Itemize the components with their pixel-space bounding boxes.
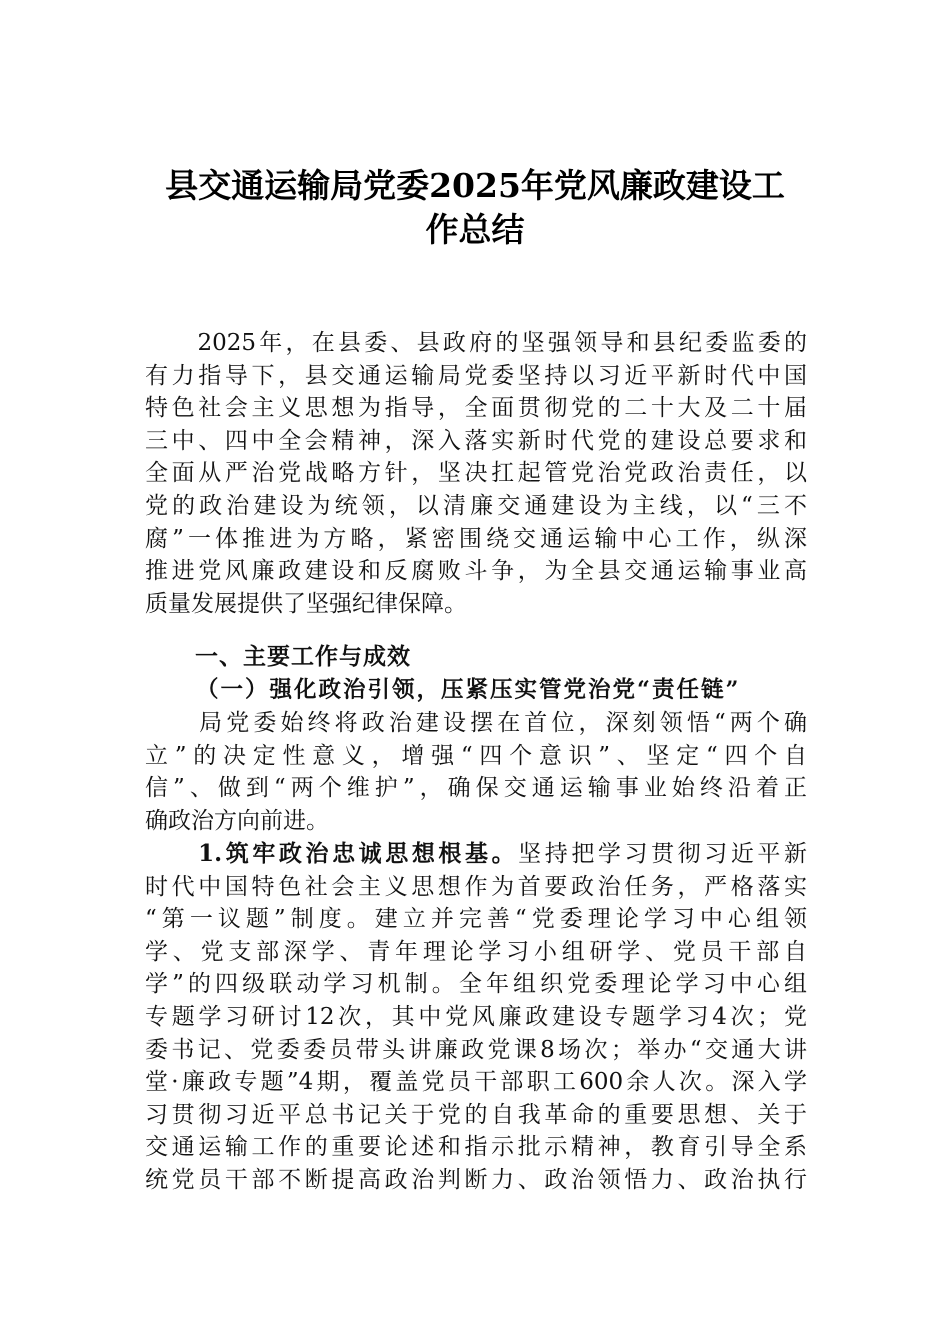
intro-line: 腐”一体推进为方略，紧密围绕交通运输中心工作，纵深: [145, 525, 807, 552]
intro-line: 2025年，在县委、县政府的坚强领导和县纪委监委的: [145, 330, 807, 356]
intro-line: 质量发展提供了坚强纪律保障。: [145, 590, 467, 617]
paragraph-line: 立”的决定性意义，增强“四个意识”、坚定“四个自: [145, 742, 807, 769]
paragraph-line: 交通运输工作的重要论述和指示批示精神，教育引导全系: [145, 1134, 807, 1161]
subsection-heading-1: （一）强化政治引领，压紧压实管党治党“责任链”: [196, 677, 741, 703]
intro-line: 党的政治建设为统领，以清廉交通建设为主线，以“三不: [145, 492, 807, 519]
paragraph-line: 专题学习研讨12次，其中党风廉政建设专题学习4次；党: [145, 1003, 807, 1030]
intro-line: 全面从严治党战略方针，坚决扛起管党治党政治责任，以: [145, 460, 807, 487]
paragraph-line: 局党委始终将政治建设摆在首位，深刻领悟“两个确: [145, 710, 807, 736]
paragraph-line: 确政治方向前进。: [145, 807, 329, 834]
intro-line: 有力指导下，县交通运输局党委坚持以习近平新时代中国: [145, 362, 807, 389]
paragraph-line: 习贯彻习近平总书记关于党的自我革命的重要思想、关于: [145, 1101, 807, 1128]
paragraph-line: 信”、做到“两个维护”，确保交通运输事业始终沿着正: [145, 775, 807, 802]
paragraph-line: 委书记、党委委员带头讲廉政党课8场次；举办“交通大讲: [145, 1036, 807, 1063]
document-title-line-2: 作总结: [425, 210, 525, 249]
section-heading-1: 一、主要工作与成效: [195, 644, 411, 670]
paragraph-line: 学”的四级联动学习机制。全年组织党委理论学习中心组: [145, 971, 807, 998]
item-1-first-line-text: 坚持把学习贯彻习近平新: [518, 841, 807, 867]
paragraph-line: 时代中国特色社会主义思想作为首要政治任务，严格落实: [145, 873, 807, 900]
subsection-1-paragraph: [145, 707, 807, 837]
intro-line: 推进党风廉政建设和反腐败斗争，为全县交通运输事业高: [145, 558, 807, 585]
paragraph-line: 统党员干部不断提高政治判断力、政治领悟力、政治执行: [145, 1166, 807, 1193]
intro-line: 特色社会主义思想为指导，全面贯彻党的二十大及二十届: [145, 395, 807, 422]
item-1-paragraph: [145, 838, 807, 1197]
intro-paragraph: [145, 327, 807, 620]
paragraph-line: 学、党支部深学、青年理论学习小组研学、党员干部自: [145, 938, 807, 965]
intro-line: 三中、四中全会精神，深入落实新时代党的建设总要求和: [145, 427, 807, 454]
paragraph-line: 堂·廉政专题”4期，覆盖党员干部职工600余人次。深入学: [145, 1069, 807, 1096]
item-1-first-line: [145, 838, 807, 871]
document-title-line-1: 县交通运输局党委2025年党风廉政建设工: [165, 166, 785, 205]
paragraph-line: “第一议题”制度。建立并完善“党委理论学习中心组领: [145, 906, 807, 933]
item-1-lead: 1.筑牢政治忠诚思想根基。: [145, 840, 519, 867]
